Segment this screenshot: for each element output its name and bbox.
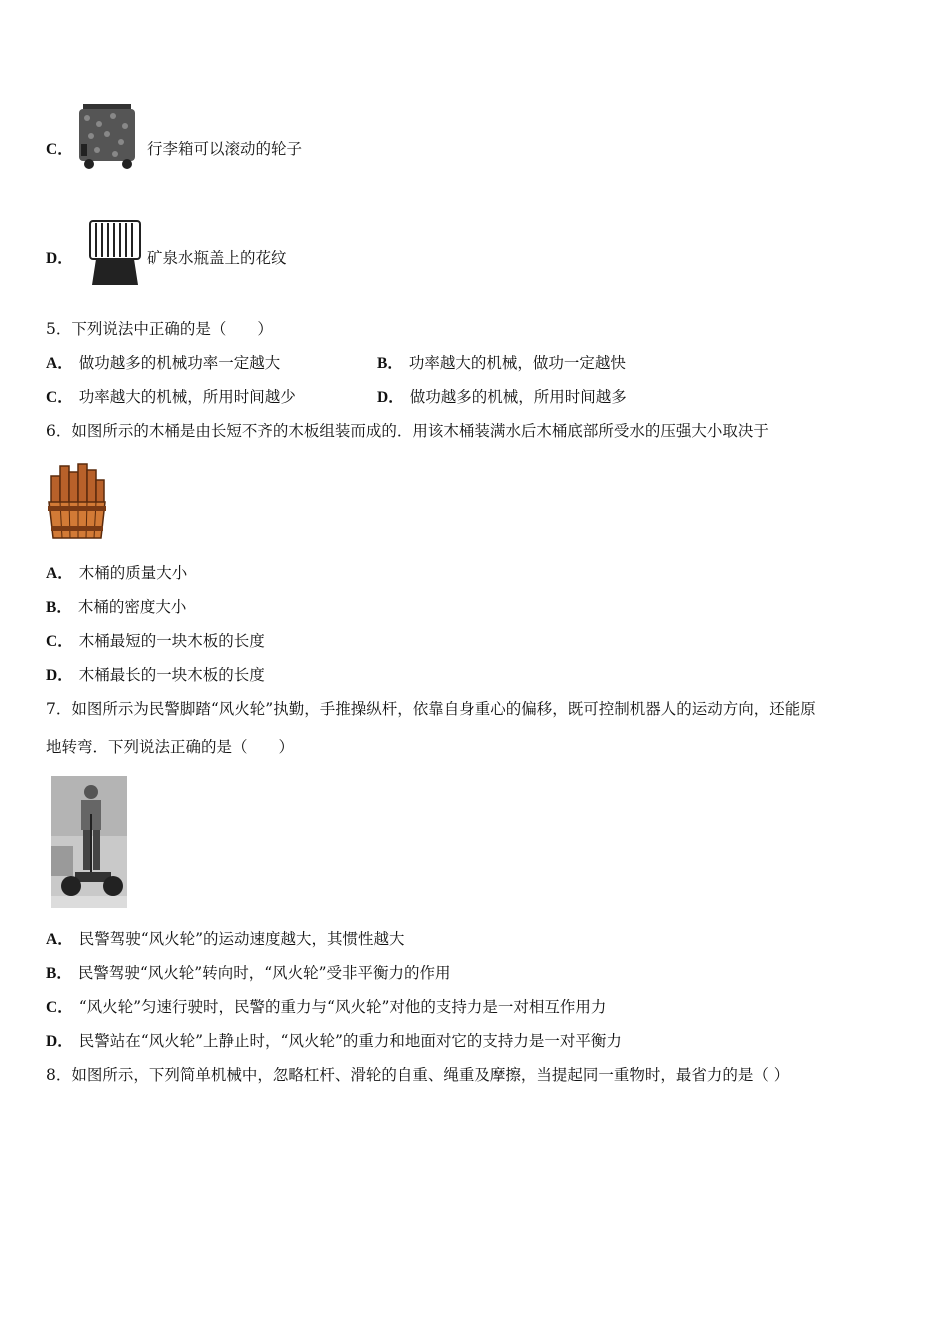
wooden-bucket-image <box>45 462 109 542</box>
q4-option-c-letter: C． <box>46 141 73 158</box>
bottle-cap-image <box>86 219 144 287</box>
q5-stem: 5．下列说法中正确的是（ ） <box>46 320 273 338</box>
q5-option-b: B． 功率越大的机械，做功一定越快 <box>377 354 626 372</box>
q4-option-d-text: 矿泉水瓶盖上的花纹 <box>147 249 287 267</box>
q5-option-a: A． 做功越多的机械功率一定越大 <box>46 354 281 372</box>
q6-option-a: A． 木桶的质量大小 <box>46 564 188 582</box>
q7-option-d: D． 民警站在“风火轮”上静止时，“风火轮”的重力和地面对它的支持力是一对平衡力 <box>46 1032 622 1050</box>
q7-option-b: B． 民警驾驶“风火轮”转向时，“风火轮”受非平衡力的作用 <box>46 964 451 982</box>
q6-stem: 6．如图所示的木桶是由长短不齐的木板组装而成的．用该木桶装满水后木桶底部所受水的压强大小取决于 <box>46 422 769 440</box>
luggage-image <box>77 104 137 170</box>
q5-option-d: D． 做功越多的机械，所用时间越多 <box>377 388 627 406</box>
q4-option-d-letter: D． <box>46 250 73 267</box>
q6-option-c: C． 木桶最短的一块木板的长度 <box>46 632 265 650</box>
q6-option-b: B． 木桶的密度大小 <box>46 598 187 616</box>
police-balance-scooter-photo <box>51 776 127 908</box>
q8-stem: 8．如图所示，下列简单机械中，忽略杠杆、滑轮的自重、绳重及摩擦，当提起同一重物时，最省力的是（ ） <box>46 1066 790 1084</box>
q6-option-d: D． 木桶最长的一块木板的长度 <box>46 666 265 684</box>
q7-option-a: A． 民警驾驶“风火轮”的运动速度越大，其惯性越大 <box>46 930 405 948</box>
q7-stem-line2: 地转弯．下列说法正确的是（ ） <box>46 738 295 756</box>
q7-option-c: C． “风火轮”匀速行驶时，民警的重力与“风火轮”对他的支持力是一对相互作用力 <box>46 998 607 1016</box>
q5-option-c: C． 功率越大的机械，所用时间越少 <box>46 388 296 406</box>
q4-option-c-text: 行李箱可以滚动的轮子 <box>147 140 303 158</box>
q7-stem-line1: 7．如图所示为民警脚踏“风火轮”执勤，手推操纵杆，依靠自身重心的偏移，既可控制机器人的运动方向，还能原 <box>46 700 816 718</box>
